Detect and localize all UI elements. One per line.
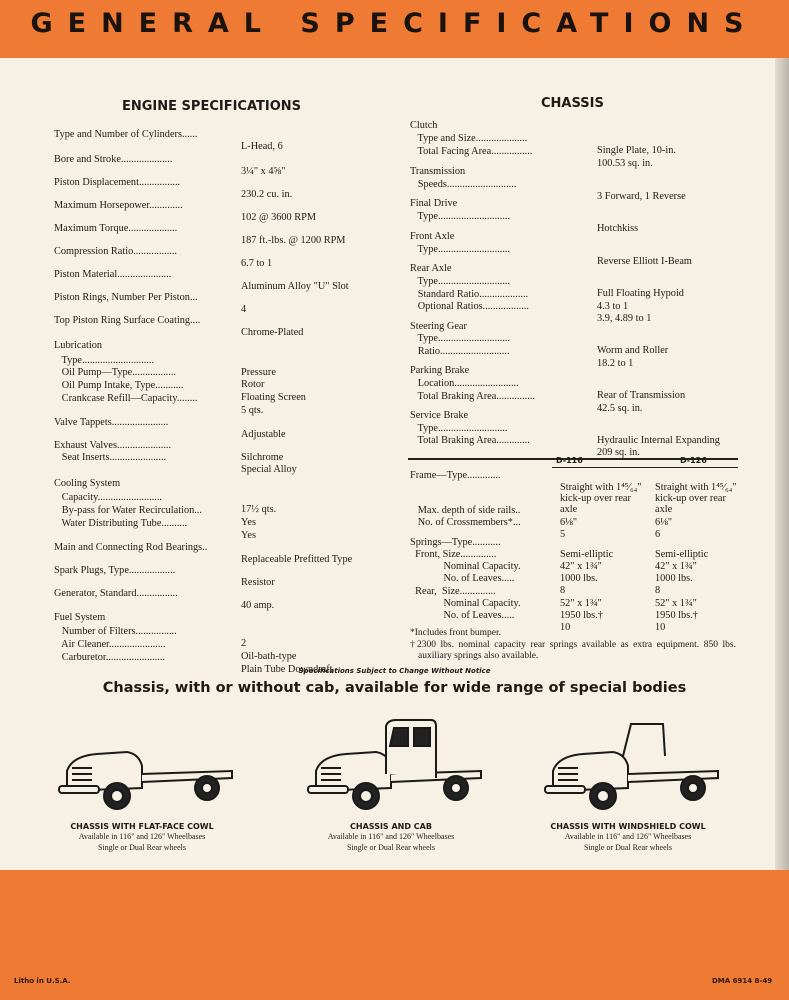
spec-row: [54, 315, 304, 338]
spec-label: Total Facing Area................: [410, 146, 533, 157]
d126-value: 1000 lbs.: [655, 573, 693, 584]
d116-value: 5: [560, 529, 566, 540]
spec-label: Standard Ratio...................: [410, 289, 529, 300]
spec-row: [54, 588, 275, 611]
spec-label: Type............................: [54, 355, 155, 366]
spec-row: [54, 200, 316, 223]
spec-label: Final Drive: [410, 198, 458, 209]
spec-value: 3¼" x 4⅝": [241, 166, 286, 177]
spec-label: Cooling System: [54, 478, 121, 489]
spec-label: Ratio...........................: [410, 346, 510, 357]
spec-label: Type............................: [410, 244, 511, 255]
disclaimer: Specifications Subject to Change Without Notice: [298, 667, 491, 675]
spec-label: Crankcase Refill—Capacity........: [54, 393, 198, 404]
spec-label: Type............................: [410, 333, 511, 344]
d126-value: Straight with 1⁴⁵⁄₆₄" kick-up over rear axle: [655, 482, 737, 515]
spec-value: Yes: [241, 530, 256, 541]
d126-value: 8: [655, 585, 661, 596]
spec-row: [410, 244, 692, 267]
spec-label: Spark Plugs, Type..................: [54, 565, 176, 576]
truck-icon: [296, 716, 486, 816]
spec-row: [410, 365, 469, 377]
spec-label: Optional Ratios..................: [410, 301, 529, 312]
column-d126: D-126: [680, 456, 707, 465]
spec-row: [410, 435, 640, 458]
spec-label: Type............................: [410, 211, 511, 222]
frame-label: Rear, Size..............: [410, 586, 496, 597]
spec-row: [54, 177, 293, 200]
spec-row: [54, 292, 247, 315]
truck-wheels: Single or Dual Rear wheels: [584, 843, 672, 852]
spec-value: L-Head, 6: [241, 141, 283, 152]
spec-value: 100.53 sq. in.: [597, 158, 653, 169]
spec-value: 3.9, 4.89 to 1: [597, 313, 652, 324]
spec-row: [410, 211, 639, 234]
spec-label: Type............................: [410, 276, 511, 287]
spec-value: 40 amp.: [241, 600, 275, 611]
spec-row: [410, 166, 465, 178]
spec-value: Yes: [241, 517, 256, 528]
d116-value: 52" x 1¾": [560, 598, 602, 609]
spec-label: Fuel System: [54, 612, 106, 623]
d126-value: 6⅛": [655, 517, 673, 528]
spec-row: [410, 391, 643, 414]
spec-label: Service Brake: [410, 410, 469, 421]
truck-wheels: Single or Dual Rear wheels: [98, 843, 186, 852]
spec-label: Piston Displacement................: [54, 177, 181, 188]
spec-value: 2: [241, 638, 247, 649]
d116-value: 10: [560, 622, 571, 633]
spec-value: Hydraulic Internal Expanding: [597, 435, 720, 446]
spec-row: [54, 223, 346, 246]
frame-label: Frame—Type.............: [410, 470, 501, 481]
banner: Chassis, with or without cab, available for wide range of special bodies: [102, 680, 687, 696]
spec-label: Total Braking Area...............: [410, 391, 535, 402]
footnote-springs: †2300 lbs. nominal capacity rear springs available as extra equipment. 850 lbs. auxiliary springs also available.: [410, 640, 736, 661]
spec-value: Plain Tube Downdraft: [241, 664, 333, 675]
spec-value: Aluminum Alloy "U" Slot: [241, 281, 349, 292]
truck-wheelbase: Available in 116" and 126" Wheelbases: [327, 832, 455, 841]
spec-label: Water Distributing Tube..........: [54, 518, 188, 529]
spec-value: 42.5 sq. in.: [597, 403, 643, 414]
footer-band: [0, 870, 789, 1000]
spec-row: [54, 565, 275, 588]
truck-wheelbase: Available in 116" and 126" Wheelbases: [78, 832, 206, 841]
d116-value: 8: [560, 585, 566, 596]
spec-value: Reverse Elliott I-Beam: [597, 256, 692, 267]
header-band: [0, 0, 789, 58]
frame-label: No. of Leaves.....: [410, 573, 515, 584]
spec-label: Air Cleaner......................: [54, 639, 166, 650]
spec-value: Resistor: [241, 577, 275, 588]
spec-row: [54, 542, 353, 565]
spec-value: 4.3 to 1: [597, 301, 629, 312]
spec-value: Silchrome: [241, 452, 284, 463]
spec-label: Oil Pump—Type.................: [54, 367, 176, 378]
engine-heading: ENGINE SPECIFICATIONS: [122, 99, 302, 114]
spec-value: 102 @ 3600 RPM: [241, 212, 316, 223]
frame-label: No. of Leaves.....: [410, 610, 515, 621]
spec-label: Main and Connecting Rod Bearings..: [54, 542, 208, 553]
spec-row: [410, 346, 634, 369]
spec-label: Type and Size....................: [410, 133, 528, 144]
spec-value: 230.2 cu. in.: [241, 189, 293, 200]
spec-label: Transmission: [410, 166, 466, 177]
truck-icon: [47, 716, 237, 816]
spec-value: Floating Screen: [241, 392, 306, 403]
spec-value: Pressure: [241, 367, 276, 378]
spec-row: [410, 120, 437, 132]
spec-label: Type...........................: [410, 423, 508, 434]
d126-value: 42" x 1¾": [655, 561, 697, 572]
truck-illustration-1: [271, 716, 511, 853]
spec-label: Front Axle: [410, 231, 455, 242]
spec-label: By-pass for Water Recirculation...: [54, 505, 202, 516]
spec-value: Full Floating Hypoid: [597, 288, 684, 299]
truck-title: CHASSIS WITH WINDSHIELD COWL: [550, 822, 706, 831]
spec-label: Generator, Standard................: [54, 588, 178, 599]
spec-row: [54, 518, 256, 541]
spec-value: Rotor: [241, 379, 265, 390]
spec-value: Rear of Transmission: [597, 390, 686, 401]
spec-row: [410, 321, 467, 333]
form-number: DMA 6914 8-49: [712, 977, 773, 985]
spec-label: Lubrication: [54, 340, 103, 351]
frame-label: Nominal Capacity.: [410, 561, 521, 572]
spec-row: [54, 154, 286, 177]
truck-icon: [533, 716, 723, 816]
spec-label: Capacity.........................: [54, 492, 163, 503]
spec-row: [54, 246, 273, 269]
footnote-bumper: *Includes front bumper.: [410, 628, 502, 638]
d126-value: 10: [655, 622, 666, 633]
spec-label: Top Piston Ring Surface Coating....: [54, 315, 201, 326]
spec-label: Steering Gear: [410, 321, 467, 332]
spec-value: Single Plate, 10-in.: [597, 145, 676, 156]
d116-value: 6⅛": [560, 517, 578, 528]
spec-row: [410, 179, 686, 202]
spec-value: Oil-bath-type: [241, 651, 297, 662]
d126-value: Semi-elliptic: [655, 549, 709, 560]
frame-label: Max. depth of side rails..: [410, 505, 521, 516]
spec-label: Carburetor.......................: [54, 652, 165, 663]
spec-row: [410, 410, 468, 422]
spec-label: Maximum Horsepower.............: [54, 200, 183, 211]
spec-value: 187 ft.-lbs. @ 1200 RPM: [241, 235, 346, 246]
d116-value: 42" x 1¾": [560, 561, 602, 572]
spec-row: [410, 198, 457, 210]
frame-label: Front, Size..............: [410, 549, 497, 560]
spec-label: Piston Material.....................: [54, 269, 172, 280]
d116-value: 1000 lbs.: [560, 573, 598, 584]
frame-label: No. of Crossmembers*...: [410, 517, 521, 528]
spec-label: Number of Filters................: [54, 626, 177, 637]
d116-value: 1950 lbs.†: [560, 610, 603, 621]
spec-row: [54, 269, 349, 292]
truck-illustration-0: [22, 716, 262, 853]
spec-label: Seat Inserts......................: [54, 452, 167, 463]
truck-illustration-2: [508, 716, 748, 853]
column-d116: D-116: [556, 456, 583, 465]
spec-value: Adjustable: [241, 429, 286, 440]
spec-value: 17½ qts.: [241, 504, 277, 515]
d126-value: 6: [655, 529, 661, 540]
spec-row: [54, 340, 102, 352]
d116-value: Straight with 1⁴⁵⁄₆₄" kick-up over rear axle: [560, 482, 642, 515]
spec-label: Speeds...........................: [410, 179, 517, 190]
spec-value: 4: [241, 304, 247, 315]
truck-wheelbase: Available in 116" and 126" Wheelbases: [564, 832, 692, 841]
spec-label: Total Braking Area.............: [410, 435, 530, 446]
spec-label: Clutch: [410, 120, 438, 131]
frame-label: Nominal Capacity.: [410, 598, 521, 609]
spec-row: [54, 393, 264, 416]
spec-label: Bore and Stroke....................: [54, 154, 173, 165]
spec-value: 3 Forward, 1 Reverse: [597, 191, 686, 202]
spec-row: [410, 231, 454, 243]
spec-row: [54, 129, 283, 152]
spec-label: Parking Brake: [410, 365, 470, 376]
frame-label: Springs—Type...........: [410, 537, 501, 548]
scan-edge: [775, 58, 789, 870]
spec-value: Special Alloy: [241, 464, 297, 475]
truck-wheels: Single or Dual Rear wheels: [347, 843, 435, 852]
spec-value: 5 qts.: [241, 405, 264, 416]
spec-label: Maximum Torque...................: [54, 223, 178, 234]
spec-label: Location.........................: [410, 378, 519, 389]
d126-value: 52" x 1¾": [655, 598, 697, 609]
chassis-heading: CHASSIS: [541, 96, 604, 111]
column-rule: [552, 467, 738, 468]
spec-row: [410, 263, 451, 275]
truck-title: CHASSIS WITH FLAT-FACE COWL: [70, 822, 214, 831]
spec-row: [54, 478, 120, 490]
d116-value: Semi-elliptic: [560, 549, 614, 560]
spec-value: Hotchkiss: [597, 223, 639, 234]
spec-label: Exhaust Valves.....................: [54, 440, 172, 451]
spec-row: [54, 417, 286, 440]
spec-value: Replaceable Prefitted Type: [241, 554, 353, 565]
spec-label: Piston Rings, Number Per Piston...: [54, 292, 198, 303]
spec-value: 18.2 to 1: [597, 358, 634, 369]
spec-row: [54, 612, 105, 624]
d126-value: 1950 lbs.†: [655, 610, 698, 621]
page-title: GENERAL SPECIFICATIONS: [30, 8, 759, 39]
litho-note: Litho in U.S.A.: [14, 977, 71, 985]
spec-label: Oil Pump Intake, Type...........: [54, 380, 184, 391]
spec-value: Chrome-Plated: [241, 327, 304, 338]
spec-value: Worm and Roller: [597, 345, 669, 356]
spec-value: 6.7 to 1: [241, 258, 273, 269]
spec-label: Type and Number of Cylinders......: [54, 129, 198, 140]
spec-label: Rear Axle: [410, 263, 452, 274]
truck-title: CHASSIS AND CAB: [350, 822, 432, 831]
spec-label: Valve Tappets......................: [54, 417, 169, 428]
spec-value: 209 sq. in.: [597, 447, 640, 458]
spec-label: Compression Ratio.................: [54, 246, 177, 257]
